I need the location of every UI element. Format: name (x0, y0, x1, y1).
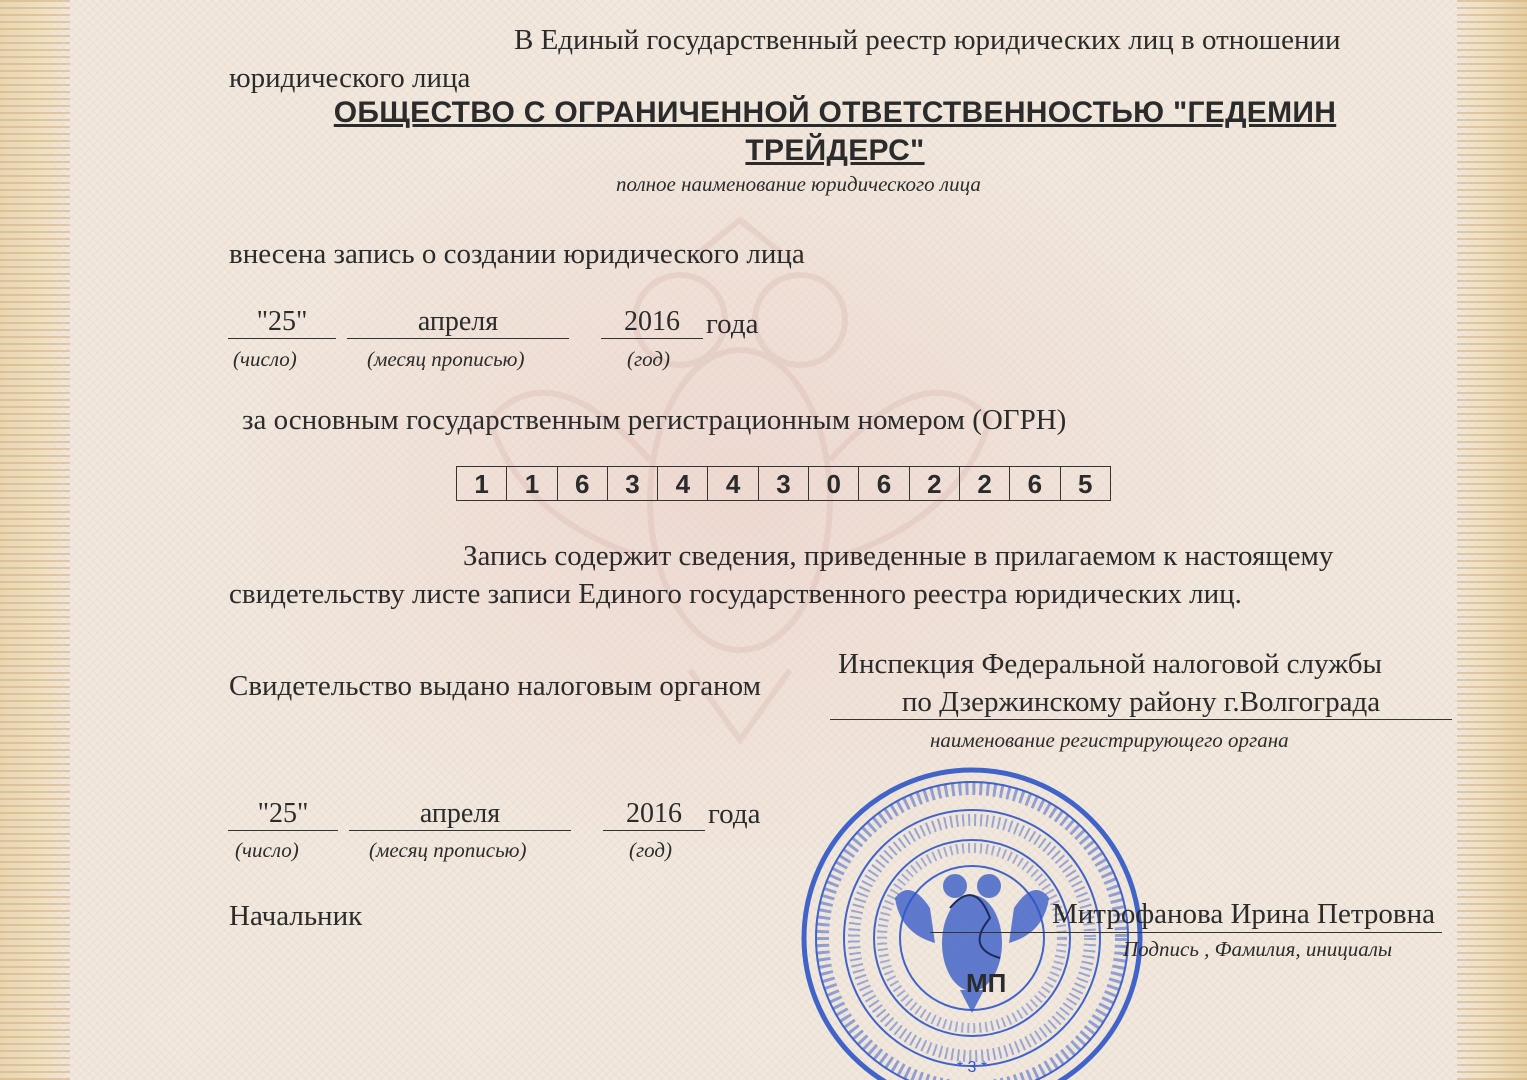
ogrn-digit: 1 (507, 467, 557, 500)
ogrn-digit: 2 (910, 467, 960, 500)
issue-year-suffix: года (708, 798, 761, 830)
ogrn-digit: 3 (759, 467, 809, 500)
ogrn-digit: 6 (558, 467, 608, 500)
issue-month: апреля (349, 798, 571, 831)
ogrn-digit: 6 (859, 467, 909, 500)
ogrn-digit: 4 (708, 467, 758, 500)
signature-caption: Подпись , Фамилия, инициалы (1123, 937, 1393, 961)
entry-month: апреля (347, 306, 569, 339)
authority-caption: наименование регистрирующего органа (930, 728, 1289, 752)
ogrn-number-grid (456, 466, 1111, 501)
decorative-border-right (1457, 0, 1527, 1080)
ogrn-digit: 3 (608, 467, 658, 500)
signature-line (930, 932, 1442, 933)
issue-day-caption: (число) (235, 838, 299, 862)
decorative-border-left (0, 0, 70, 1080)
ogrn-digit: 0 (809, 467, 859, 500)
company-name-line-1: ОБЩЕСТВО С ОГРАНИЧЕННОЙ ОТВЕТСТВЕННОСТЬЮ "ГЕДЕМИН (333, 96, 1337, 129)
company-name-line-2: ТРЕЙДЕРС" (745, 134, 925, 167)
ogrn-digit: 4 (658, 467, 708, 500)
svg-text:* 3 *: * 3 * (956, 1059, 988, 1076)
ogrn-digit: 1 (457, 467, 507, 500)
signatory-name: Митрофанова Ирина Петровна (1052, 898, 1435, 930)
record-line-2: свидетельству листе записи Единого государственного реестра юридических лиц. (229, 578, 1242, 610)
ogrn-digit: 5 (1077, 469, 1093, 499)
entry-year-caption: (год) (627, 347, 671, 371)
header-line-1: В Единый государственный реестр юридических лиц в отношении (514, 24, 1341, 56)
company-caption: полное наименование юридического лица (616, 172, 981, 196)
entry-text: внесена запись о создании юридического лица (229, 238, 805, 270)
header-line-2: юридического лица (229, 62, 471, 94)
entry-year: 2016 (601, 306, 703, 339)
ogrn-digit: 6 (1010, 467, 1060, 500)
position-title: Начальник (229, 900, 363, 932)
entry-month-caption: (месяц прописью) (367, 347, 525, 371)
issue-year-caption: (год) (629, 838, 673, 862)
entry-year-suffix: года (706, 308, 759, 340)
ogrn-digit: 2 (960, 467, 1010, 500)
authority-line-1: Инспекция Федеральной налоговой службы (838, 648, 1382, 680)
entry-day-caption: (число) (233, 347, 297, 371)
entry-day: "25" (228, 306, 336, 339)
authority-line-2: по Дзержинскому району г.Волгограда (830, 686, 1452, 720)
record-line-1: Запись содержит сведения, приведенные в прилагаемом к настоящему (463, 540, 1334, 572)
issue-year: 2016 (603, 798, 705, 831)
ogrn-label: за основным государственным регистрационным номером (ОГРН) (242, 404, 1067, 436)
issued-label: Свидетельство выдано налоговым органом (229, 670, 761, 702)
seal-mark-label: МП (966, 968, 1007, 998)
issue-day: "25" (228, 798, 338, 831)
issue-month-caption: (месяц прописью) (369, 838, 527, 862)
